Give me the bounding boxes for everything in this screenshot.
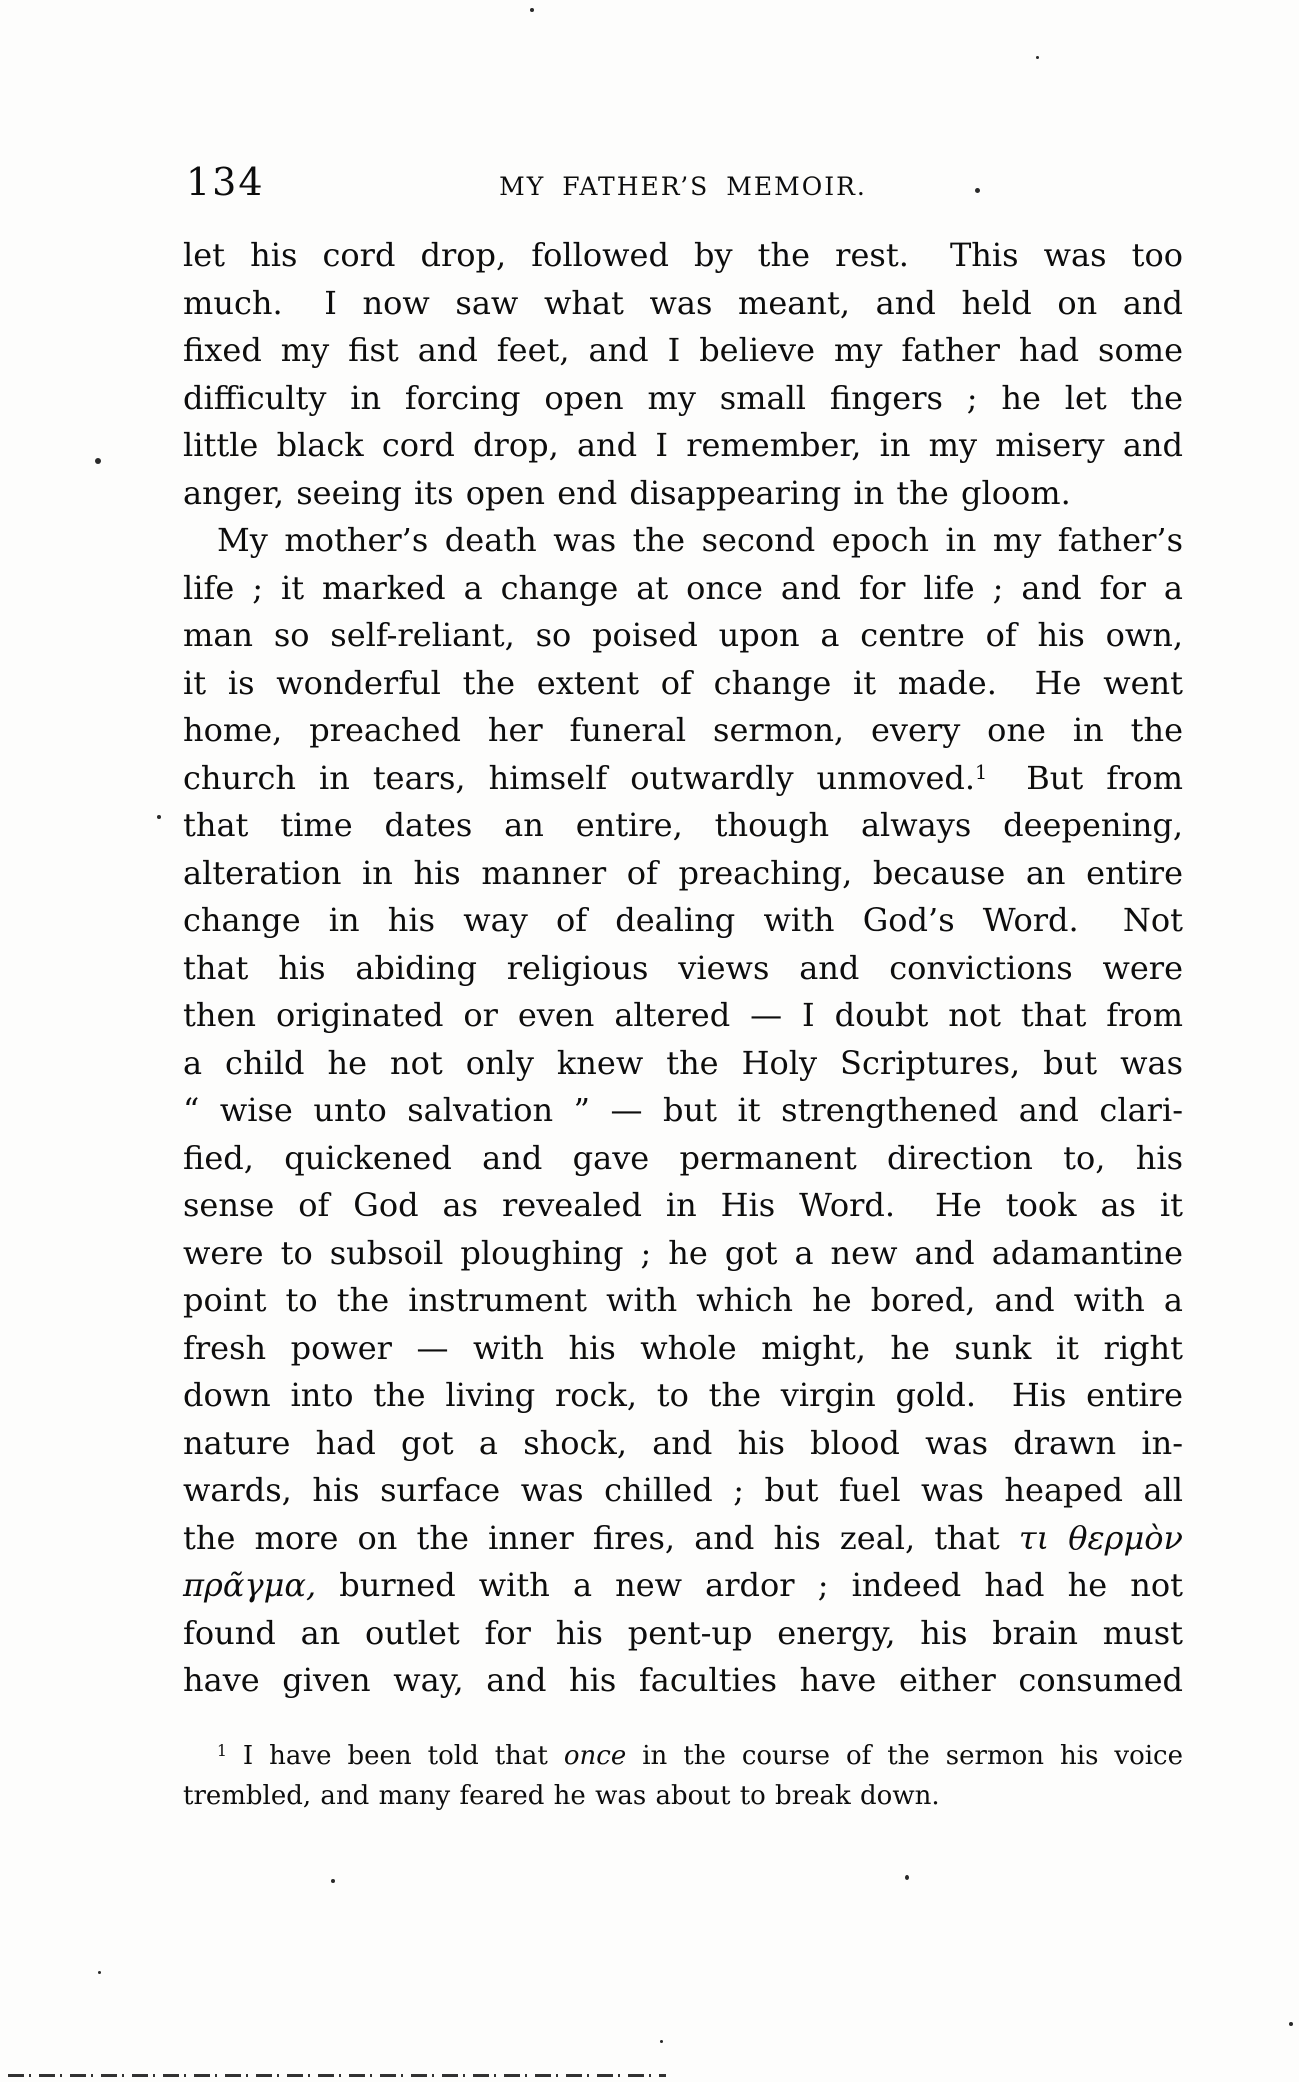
greek-text: πρᾶγμα, <box>183 1566 317 1604</box>
text-segment: that time dates an entire, though always deepening, <box>183 806 1183 844</box>
scan-speck <box>660 2040 663 2043</box>
text-segment: church in tears, himself outwardly unmoved. <box>183 758 976 797</box>
scan-artifact-dashed-line <box>8 2074 666 2077</box>
scan-speck <box>975 188 980 193</box>
italic-text: once <box>563 1741 627 1771</box>
text-line <box>183 897 1183 945</box>
footnote-reference: 1 <box>217 1742 227 1761</box>
text-line <box>183 1736 1183 1776</box>
text-line <box>183 707 1183 755</box>
text-segment: home, preached her funeral sermon, every one in the <box>183 711 1183 749</box>
text-line <box>183 1776 1183 1816</box>
scan-speck <box>530 8 534 12</box>
scan-speck <box>905 1875 909 1880</box>
text-segment: man so self-reliant, so poised upon a centre of his own, <box>183 616 1183 654</box>
text-line <box>183 1562 1183 1610</box>
text-line <box>183 1610 1183 1658</box>
text-segment: sense of God as revealed in His Word. He took as it <box>183 1186 1183 1224</box>
text-segment: point to the instrument with which he bored, and with a <box>183 1281 1183 1319</box>
text-line <box>183 802 1183 850</box>
running-title: MY FATHER’S MEMOIR. <box>499 172 867 201</box>
text-line <box>183 660 1183 708</box>
text-line <box>183 1372 1183 1420</box>
text-line <box>183 517 1183 565</box>
text-line <box>183 1420 1183 1468</box>
greek-text: τι θερμὸν <box>1018 1518 1184 1557</box>
text-segment: life ; it marked a change at once and for life ; and for a <box>183 568 1183 607</box>
text-line <box>183 1182 1183 1230</box>
text-segment: wards, his surface was chilled ; but fuel was heaped all <box>183 1471 1183 1509</box>
text-line <box>183 755 1183 803</box>
text-segment: fresh power — with his whole might, he sunk it right <box>183 1328 1183 1367</box>
text-segment: were to subsoil ploughing ; he got a new and adamantine <box>183 1233 1183 1272</box>
text-line <box>183 1277 1183 1325</box>
text-line <box>183 1040 1183 1088</box>
text-segment: then originated or even altered — I doubt not that from <box>183 996 1183 1034</box>
text-segment: anger, seeing its open end disappearing in the gloom. <box>183 473 1071 512</box>
text-segment: nature had got a shock, and his blood was drawn in- <box>183 1423 1183 1462</box>
text-segment: change in his way of dealing with God’s Word. Not <box>183 901 1183 939</box>
text-segment: that his abiding religious views and convictions were <box>183 948 1183 987</box>
scan-speck <box>157 815 161 819</box>
text-segment: But from <box>987 758 1184 797</box>
text-segment: little black cord drop, and I remember, in my misery and <box>183 426 1183 464</box>
scan-speck <box>1036 56 1039 59</box>
text-segment: it is wonderful the extent of change it made. He went <box>183 663 1183 702</box>
text-segment: fixed my fist and feet, and I believe my father had some <box>183 331 1183 369</box>
scan-speck <box>98 1971 101 1974</box>
text-line <box>183 945 1183 993</box>
text-line <box>183 1515 1183 1563</box>
text-line <box>183 232 1183 280</box>
scan-speck <box>331 1879 335 1883</box>
text-segment: much. I now saw what was meant, and held on and <box>183 283 1183 322</box>
text-line <box>183 565 1183 613</box>
page-number: 134 <box>186 160 265 204</box>
text-line <box>183 1135 1183 1183</box>
text-segment: have given way, and his faculties have either consumed <box>183 1661 1183 1699</box>
scan-speck <box>95 458 101 464</box>
text-line <box>183 850 1183 898</box>
text-segment: I have been told that <box>226 1741 564 1771</box>
text-line <box>183 1467 1183 1515</box>
text-segment: difficulty in forcing open my small fingers ; he let the <box>183 378 1183 417</box>
text-segment: “ wise unto salvation ” — but it strengthened and clari- <box>183 1091 1183 1129</box>
text-line <box>183 470 1183 518</box>
text-line <box>183 612 1183 660</box>
text-segment: alteration in his manner of preaching, because an entire <box>183 853 1183 892</box>
text-segment: in the course of the sermon his voice <box>626 1741 1184 1771</box>
text-line <box>183 327 1183 375</box>
text-segment: found an outlet for his pent-up energy, his brain must <box>183 1613 1183 1652</box>
text-segment: burned with a new ardor ; indeed had he not <box>316 1566 1183 1604</box>
text-line <box>183 1325 1183 1373</box>
footnote <box>183 1736 1183 1816</box>
text-segment: down into the living rock, to the virgin gold. His entire <box>183 1376 1183 1414</box>
text-segment: the more on the inner fires, and his zeal, that <box>183 1518 1019 1557</box>
text-line <box>183 1230 1183 1278</box>
text-line <box>183 1657 1183 1705</box>
text-segment: let his cord drop, followed by the rest. This was too <box>183 236 1183 274</box>
scan-speck <box>1289 2022 1293 2026</box>
footnote-reference: 1 <box>975 760 988 784</box>
text-line <box>183 1087 1183 1135</box>
text-segment: a child he not only knew the Holy Scriptures, but was <box>183 1043 1183 1082</box>
body-text <box>183 232 1183 1705</box>
text-segment: trembled, and many feared he was about to break down. <box>183 1781 940 1811</box>
text-segment: My mother’s death was the second epoch in my father’s <box>217 521 1183 559</box>
text-segment: fied, quickened and gave permanent direction to, his <box>183 1138 1183 1177</box>
text-line <box>183 280 1183 328</box>
text-line <box>183 375 1183 423</box>
text-line <box>183 992 1183 1040</box>
text-line <box>183 422 1183 470</box>
